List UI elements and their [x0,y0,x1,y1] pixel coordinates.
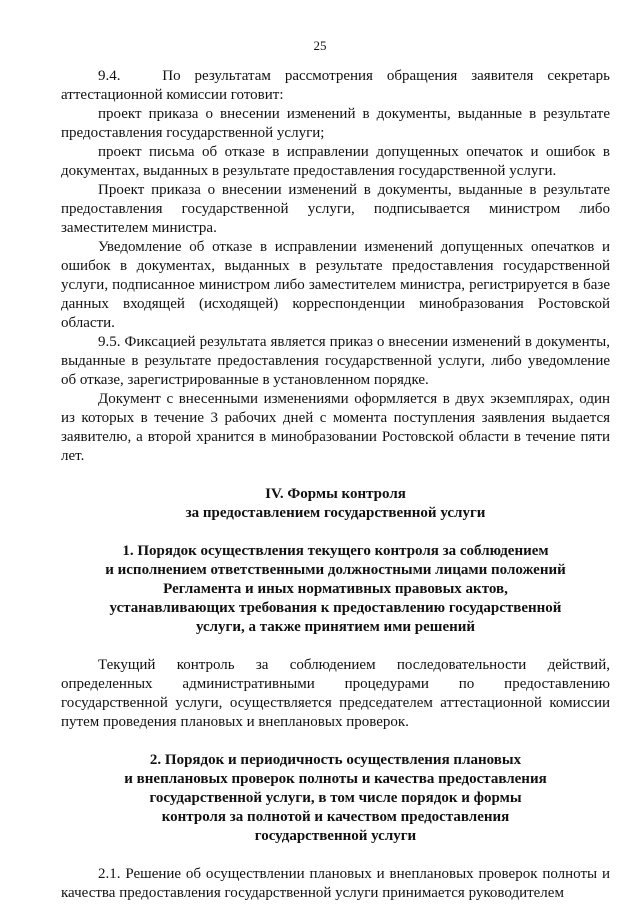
subsection-2-heading-line: государственной услуги, в том числе порядок и формы [149,790,522,806]
paragraph-document-copies: Документ с внесенными изменениями оформляется в двух экземплярах, один из которых в течение 3 рабочих дней с момента поступления заявления выдается заявителю, а второй хранится в минобразовании Ростовской области в течение пяти лет. [61,391,610,464]
chapter-iv-title-line-2: за предоставлением государственной услуги [185,505,486,521]
subsection-2-heading [61,751,610,846]
page-number: 25 [313,38,327,53]
subsection-1-body: Текущий контроль за соблюдением последовательности действий, определенных административными процедурами по предоставлению государственной услуги, осуществляется председателем аттестационной комиссии путем проведения плановых и внеплановых проверок. [61,657,610,730]
subsection-2-heading-line: 2. Порядок и периодичность осуществления плановых [149,752,522,768]
section-9-5-fixation: 9.5. Фиксацией результата является приказ о внесении изменений в документы, выданные в результате предоставления государственной услуги, либо уведомление об отказе, зарегистрированные в установленном порядке. [61,334,610,388]
subsection-1-heading-line: 1. Порядок осуществления текущего контроля за соблюдением [122,543,549,559]
subsection-1-heading-line: и исполнением ответственными должностными лицами положений [105,562,566,578]
subsection-1-heading [61,542,610,637]
section-9-4-item-1: проект приказа о внесении изменений в документы, выданные в результате предоставления государственной услуги; [61,106,610,141]
chapter-iv-title-line-1: IV. Формы контроля [265,486,406,502]
subsection-1-heading-line: Регламента и иных нормативных правовых актов, [163,581,508,597]
paragraph-order-signing: Проект приказа о внесении изменений в документы, выданные в результате предоставления государственной услуги, подписывается министром либо заместителем министра. [61,182,610,236]
subsection-2-heading-line: контроля за полнотой и качеством предоставления [161,809,510,825]
section-9-4-item-2: проект письма об отказе в исправлении допущенных опечаток и ошибок в документах, выданных в результате предоставления государственной услуги. [61,144,610,179]
section-9-4-intro: 9.4. По результатам рассмотрения обращения заявителя секретарь аттестационной комиссии готовит: [61,68,610,103]
subsection-2-body: 2.1. Решение об осуществлении плановых и внеплановых проверок полноты и качества предоставления государственной услуги принимается руководителем [61,866,610,901]
subsection-2-heading-line: государственной услуги [254,828,417,844]
subsection-1-heading-line: услуги, а также принятием ими решений [195,619,476,635]
page-content [61,67,610,903]
subsection-1-heading-line: устанавливающих требования к предоставлению государственной [109,600,562,616]
subsection-2-heading-line: и внеплановых проверок полноты и качества предоставления [124,771,547,787]
paragraph-notice-registration: Уведомление об отказе в исправлении изменений допущенных опечатков и ошибок в документах, выданных в результате предоставления государственной услуги, подписанное министром либо заместителем министра, регистрируется в базе данных входящей (исходящей) корреспонденции минобразования Ростовской области. [61,239,610,331]
